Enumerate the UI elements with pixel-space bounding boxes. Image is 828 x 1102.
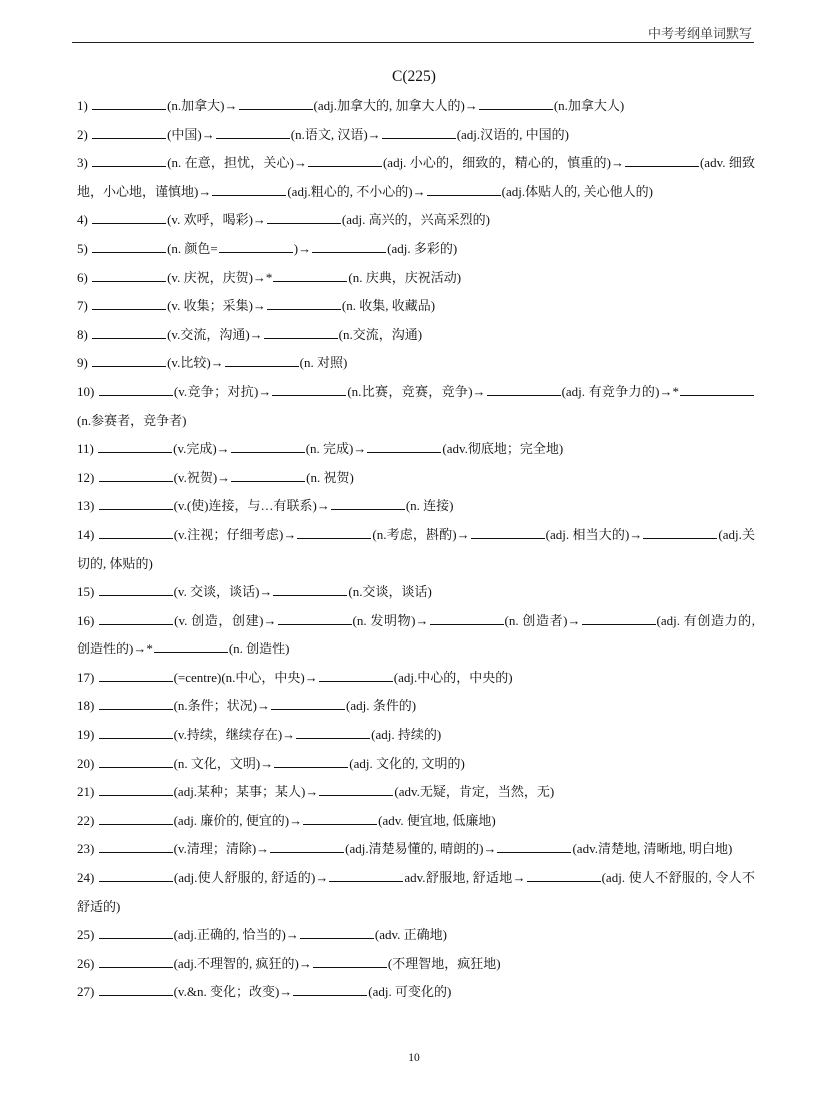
- answer-blank[interactable]: [99, 841, 173, 853]
- vocab-item: [77, 206, 755, 235]
- answer-blank[interactable]: [319, 670, 393, 682]
- answer-blank[interactable]: [479, 98, 553, 110]
- item-hint: (adj. 廉价的, 便宜的)→: [173, 812, 303, 828]
- answer-blank[interactable]: [487, 384, 561, 396]
- answer-blank[interactable]: [300, 927, 374, 939]
- item-number: 1): [77, 98, 92, 113]
- item-hint: (adj.中心的，中央的): [393, 669, 513, 685]
- item-number: 3): [77, 155, 92, 171]
- answer-blank[interactable]: [225, 355, 299, 367]
- vocab-item: [77, 292, 755, 321]
- answer-blank[interactable]: [92, 98, 166, 110]
- item-number: 16): [77, 612, 99, 628]
- vocab-item: [77, 664, 755, 693]
- item-hint: (v.清理；清除)→: [173, 841, 270, 857]
- item-hint: (adv.无疑，肯定，当然，无): [394, 784, 555, 800]
- answer-blank[interactable]: [99, 727, 173, 739]
- item-hint: (v. 交谈，谈话)→: [173, 584, 273, 600]
- item-hint: (n. 祝贺): [306, 469, 354, 485]
- vocab-item: [77, 778, 755, 807]
- item-hint: (adj. 高兴的，兴高采烈的): [341, 212, 490, 228]
- item-hint: (adj.体贴人的, 关心他人的): [501, 183, 653, 199]
- answer-blank[interactable]: [312, 241, 386, 253]
- item-hint: (n. 文化，文明)→: [173, 755, 274, 771]
- item-number: 8): [77, 326, 92, 342]
- vocab-item: [77, 607, 755, 664]
- item-hint: (adj.清楚易懂的, 晴朗的)→: [345, 841, 497, 857]
- vocab-item: [77, 864, 755, 921]
- item-hint: (adj. 有创造力的, 创造性的)→*: [77, 612, 755, 657]
- answer-blank[interactable]: [99, 613, 173, 625]
- answer-blank[interactable]: [99, 498, 173, 510]
- item-hint: (adj.不理智的, 疯狂的)→: [173, 955, 312, 971]
- item-hint: (n.考虑，斟酌)→: [372, 526, 470, 542]
- item-hint: (adj.加拿大的, 加拿大人的)→: [313, 98, 478, 113]
- answer-blank[interactable]: [273, 584, 347, 596]
- answer-blank[interactable]: [219, 241, 293, 253]
- answer-blank[interactable]: [427, 184, 501, 196]
- item-hint: (adj. 持续的): [371, 727, 442, 743]
- item-hint: (v. 欢呼，喝彩)→: [167, 212, 266, 228]
- item-hint: (n. 创造性): [228, 641, 290, 657]
- item-hint: (n.交流，沟通): [338, 326, 423, 342]
- answer-blank[interactable]: [99, 984, 173, 996]
- item-number: 22): [77, 812, 98, 828]
- item-hint: (adj.正确的, 恰当的)→: [173, 927, 299, 943]
- vocab-item: [77, 264, 755, 293]
- item-number: 2): [77, 126, 92, 142]
- item-hint: (n.交谈，谈话): [348, 584, 432, 600]
- answer-blank[interactable]: [99, 384, 173, 396]
- answer-blank[interactable]: [92, 327, 166, 339]
- item-hint: (n.比赛，竞赛，竞争)→: [347, 383, 486, 399]
- answer-blank[interactable]: [319, 784, 393, 796]
- answer-blank[interactable]: [99, 470, 173, 482]
- answer-blank[interactable]: [99, 698, 173, 710]
- item-hint: (adj.使人舒服的, 舒适的)→: [173, 870, 329, 886]
- answer-blank[interactable]: [239, 98, 313, 110]
- vocab-item: [77, 807, 755, 836]
- vocab-item: [77, 149, 755, 206]
- item-hint: (n.加拿大)→: [167, 98, 238, 113]
- item-hint: (v.完成)→: [173, 441, 230, 457]
- item-hint: (v.祝贺)→: [173, 469, 231, 485]
- item-hint: (v. 庆祝，庆贺)→*: [167, 269, 273, 285]
- item-number: 27): [77, 984, 98, 1000]
- vocab-item: [77, 950, 755, 979]
- vocab-item: [77, 835, 755, 864]
- item-hint: (n. 收集, 收藏品): [341, 298, 436, 314]
- answer-blank[interactable]: [99, 956, 173, 968]
- answer-blank[interactable]: [99, 784, 173, 796]
- item-number: 12): [77, 469, 98, 485]
- answer-blank[interactable]: [303, 813, 377, 825]
- item-hint: (adj. 使人不舒服的, 令人不舒适的): [77, 870, 755, 914]
- item-hint: (adj.关切的, 体贴的): [77, 526, 755, 571]
- item-hint: (adj.粗心的, 不小心的)→: [287, 183, 426, 199]
- answer-blank[interactable]: [92, 155, 166, 167]
- answer-blank[interactable]: [367, 441, 441, 453]
- item-number: 4): [77, 212, 92, 228]
- item-number: 25): [77, 927, 98, 943]
- vocab-item: [77, 692, 755, 721]
- answer-blank[interactable]: [270, 841, 344, 853]
- answer-blank[interactable]: [527, 870, 601, 882]
- item-hint: (不理智地，疯狂地): [387, 955, 501, 971]
- item-number: 24): [77, 870, 98, 886]
- header-title: 中考考纲单词默写: [647, 26, 752, 41]
- answer-blank[interactable]: [643, 527, 717, 539]
- item-hint: (adv. 正确地): [374, 927, 447, 943]
- answer-blank[interactable]: [331, 498, 405, 510]
- answer-blank[interactable]: [267, 212, 341, 224]
- answer-blank[interactable]: [231, 470, 305, 482]
- item-hint: (n.语文, 汉语)→: [290, 126, 381, 142]
- item-number: 5): [77, 240, 92, 256]
- item-number: 9): [77, 355, 92, 371]
- item-number: 26): [77, 955, 98, 971]
- answer-blank[interactable]: [92, 212, 166, 224]
- item-hint: (v.注视；仔细考虑)→: [173, 526, 297, 542]
- item-hint: (adj. 有竞争力的)→*: [561, 383, 679, 399]
- item-hint: (v.比较)→: [167, 355, 224, 371]
- answer-blank[interactable]: [212, 184, 286, 196]
- answer-blank[interactable]: [92, 270, 166, 282]
- answer-blank[interactable]: [267, 298, 341, 310]
- vocab-item: [77, 121, 755, 150]
- item-number: 14): [77, 526, 98, 542]
- answer-blank[interactable]: [99, 813, 173, 825]
- item-number: 10): [77, 383, 98, 399]
- vocab-item: [77, 492, 755, 521]
- item-hint: (adj. 相当大的)→: [545, 526, 643, 542]
- vocab-item: [77, 578, 755, 607]
- item-hint: (n. 发明物)→: [352, 612, 429, 628]
- item-hint: (v.竞争；对抗)→: [173, 383, 272, 399]
- answer-blank[interactable]: [98, 441, 172, 453]
- item-number: 6): [77, 269, 92, 285]
- answer-blank[interactable]: [154, 641, 228, 653]
- answer-blank[interactable]: [430, 613, 504, 625]
- item-hint: (n. 创造者)→: [504, 612, 581, 628]
- item-number: 21): [77, 784, 98, 800]
- item-hint: (adj. 多彩的): [387, 240, 458, 256]
- item-number: 13): [77, 498, 98, 514]
- answer-blank[interactable]: [296, 727, 370, 739]
- section-title: C(225): [392, 68, 436, 85]
- item-hint: (n. 庆典，庆祝活动): [348, 269, 462, 285]
- item-hint: (n. 连接): [405, 498, 454, 514]
- item-hint: (n. 颜色=: [167, 240, 218, 256]
- vocab-item: [77, 378, 755, 435]
- item-hint: (n. 对照): [299, 355, 348, 371]
- answer-blank[interactable]: [99, 927, 173, 939]
- item-hint: (v.(使)连接，与…有联系)→: [173, 498, 330, 514]
- vocab-item: [77, 235, 755, 264]
- item-number: 20): [77, 755, 98, 771]
- answer-blank[interactable]: [497, 841, 571, 853]
- answer-blank[interactable]: [308, 155, 382, 167]
- item-hint: (n.加拿大人): [553, 98, 625, 113]
- item-hint: (中国)→: [167, 126, 215, 142]
- item-hint: adv.舒服地, 舒适地→: [404, 870, 526, 886]
- item-hint: (adj.汉语的, 中国的): [456, 126, 569, 142]
- item-hint: (n.参赛者，竞争者): [77, 412, 187, 428]
- item-number: 15): [77, 584, 98, 600]
- answer-blank[interactable]: [582, 613, 656, 625]
- item-number: 7): [77, 298, 92, 314]
- item-hint: (v.交流，沟通)→: [167, 326, 263, 342]
- vocab-item: [77, 921, 755, 950]
- answer-blank[interactable]: [92, 355, 166, 367]
- vocabulary-list: [77, 92, 755, 1007]
- item-hint: (n. 完成)→: [305, 441, 367, 457]
- answer-blank[interactable]: [274, 756, 348, 768]
- item-hint: (adj. 小心的，细致的，精心的，慎重的)→: [382, 155, 624, 171]
- item-hint: (adv.彻底地；完全地): [442, 441, 564, 457]
- answer-blank[interactable]: [272, 384, 346, 396]
- answer-blank[interactable]: [99, 670, 173, 682]
- answer-blank[interactable]: [264, 327, 338, 339]
- answer-blank[interactable]: [329, 870, 403, 882]
- answer-blank[interactable]: [92, 298, 166, 310]
- item-hint: (adv. 便宜地, 低廉地): [378, 812, 496, 828]
- item-hint: (n. 在意，担忧，关心)→: [167, 155, 307, 171]
- answer-blank[interactable]: [313, 956, 387, 968]
- item-number: 23): [77, 841, 98, 857]
- answer-blank[interactable]: [231, 441, 305, 453]
- answer-blank[interactable]: [680, 384, 754, 396]
- item-hint: (adv.清楚地, 清晰地, 明白地): [572, 841, 733, 857]
- answer-blank[interactable]: [271, 698, 345, 710]
- answer-blank[interactable]: [99, 870, 173, 882]
- answer-blank[interactable]: [297, 527, 371, 539]
- vocab-item: [77, 464, 755, 493]
- item-hint: (adj.某种；某事；某人)→: [173, 784, 319, 800]
- answer-blank[interactable]: [99, 584, 173, 596]
- vocab-item: [77, 521, 755, 578]
- item-hint: (adv. 细致地，小心地，谨慎地)→: [77, 155, 755, 199]
- item-hint: (=centre)(n.中心，中央)→: [173, 669, 318, 685]
- vocab-item: [77, 750, 755, 779]
- answer-blank[interactable]: [278, 613, 352, 625]
- page-header: [72, 14, 754, 43]
- answer-blank[interactable]: [216, 127, 290, 139]
- answer-blank[interactable]: [273, 270, 347, 282]
- answer-blank[interactable]: [625, 155, 699, 167]
- item-hint: )→: [293, 240, 312, 256]
- item-number: 18): [77, 698, 98, 714]
- answer-blank[interactable]: [382, 127, 456, 139]
- item-hint: (v. 创造，创建)→: [174, 612, 277, 628]
- vocab-item: [77, 92, 755, 121]
- item-hint: (v.&n. 变化；改变)→: [173, 984, 293, 1000]
- answer-blank[interactable]: [293, 984, 367, 996]
- answer-blank[interactable]: [99, 527, 173, 539]
- item-hint: (adj. 可变化的): [368, 984, 452, 1000]
- vocab-item: [77, 349, 755, 378]
- item-number: 11): [77, 441, 98, 457]
- item-hint: (v. 收集；采集)→: [167, 298, 266, 314]
- vocab-item: [77, 978, 755, 1007]
- item-number: 19): [77, 727, 98, 743]
- answer-blank[interactable]: [92, 241, 166, 253]
- answer-blank[interactable]: [92, 127, 166, 139]
- answer-blank[interactable]: [99, 756, 173, 768]
- item-hint: (adj. 条件的): [346, 698, 417, 714]
- item-hint: (v.持续，继续存在)→: [173, 727, 296, 743]
- item-number: 17): [77, 669, 98, 685]
- answer-blank[interactable]: [471, 527, 545, 539]
- vocab-item: [77, 435, 755, 464]
- vocab-item: [77, 721, 755, 750]
- page-number: 10: [408, 1052, 420, 1064]
- item-hint: (adj. 文化的, 文明的): [349, 755, 465, 771]
- vocab-item: [77, 321, 755, 350]
- item-hint: (n.条件；状况)→: [173, 698, 271, 714]
